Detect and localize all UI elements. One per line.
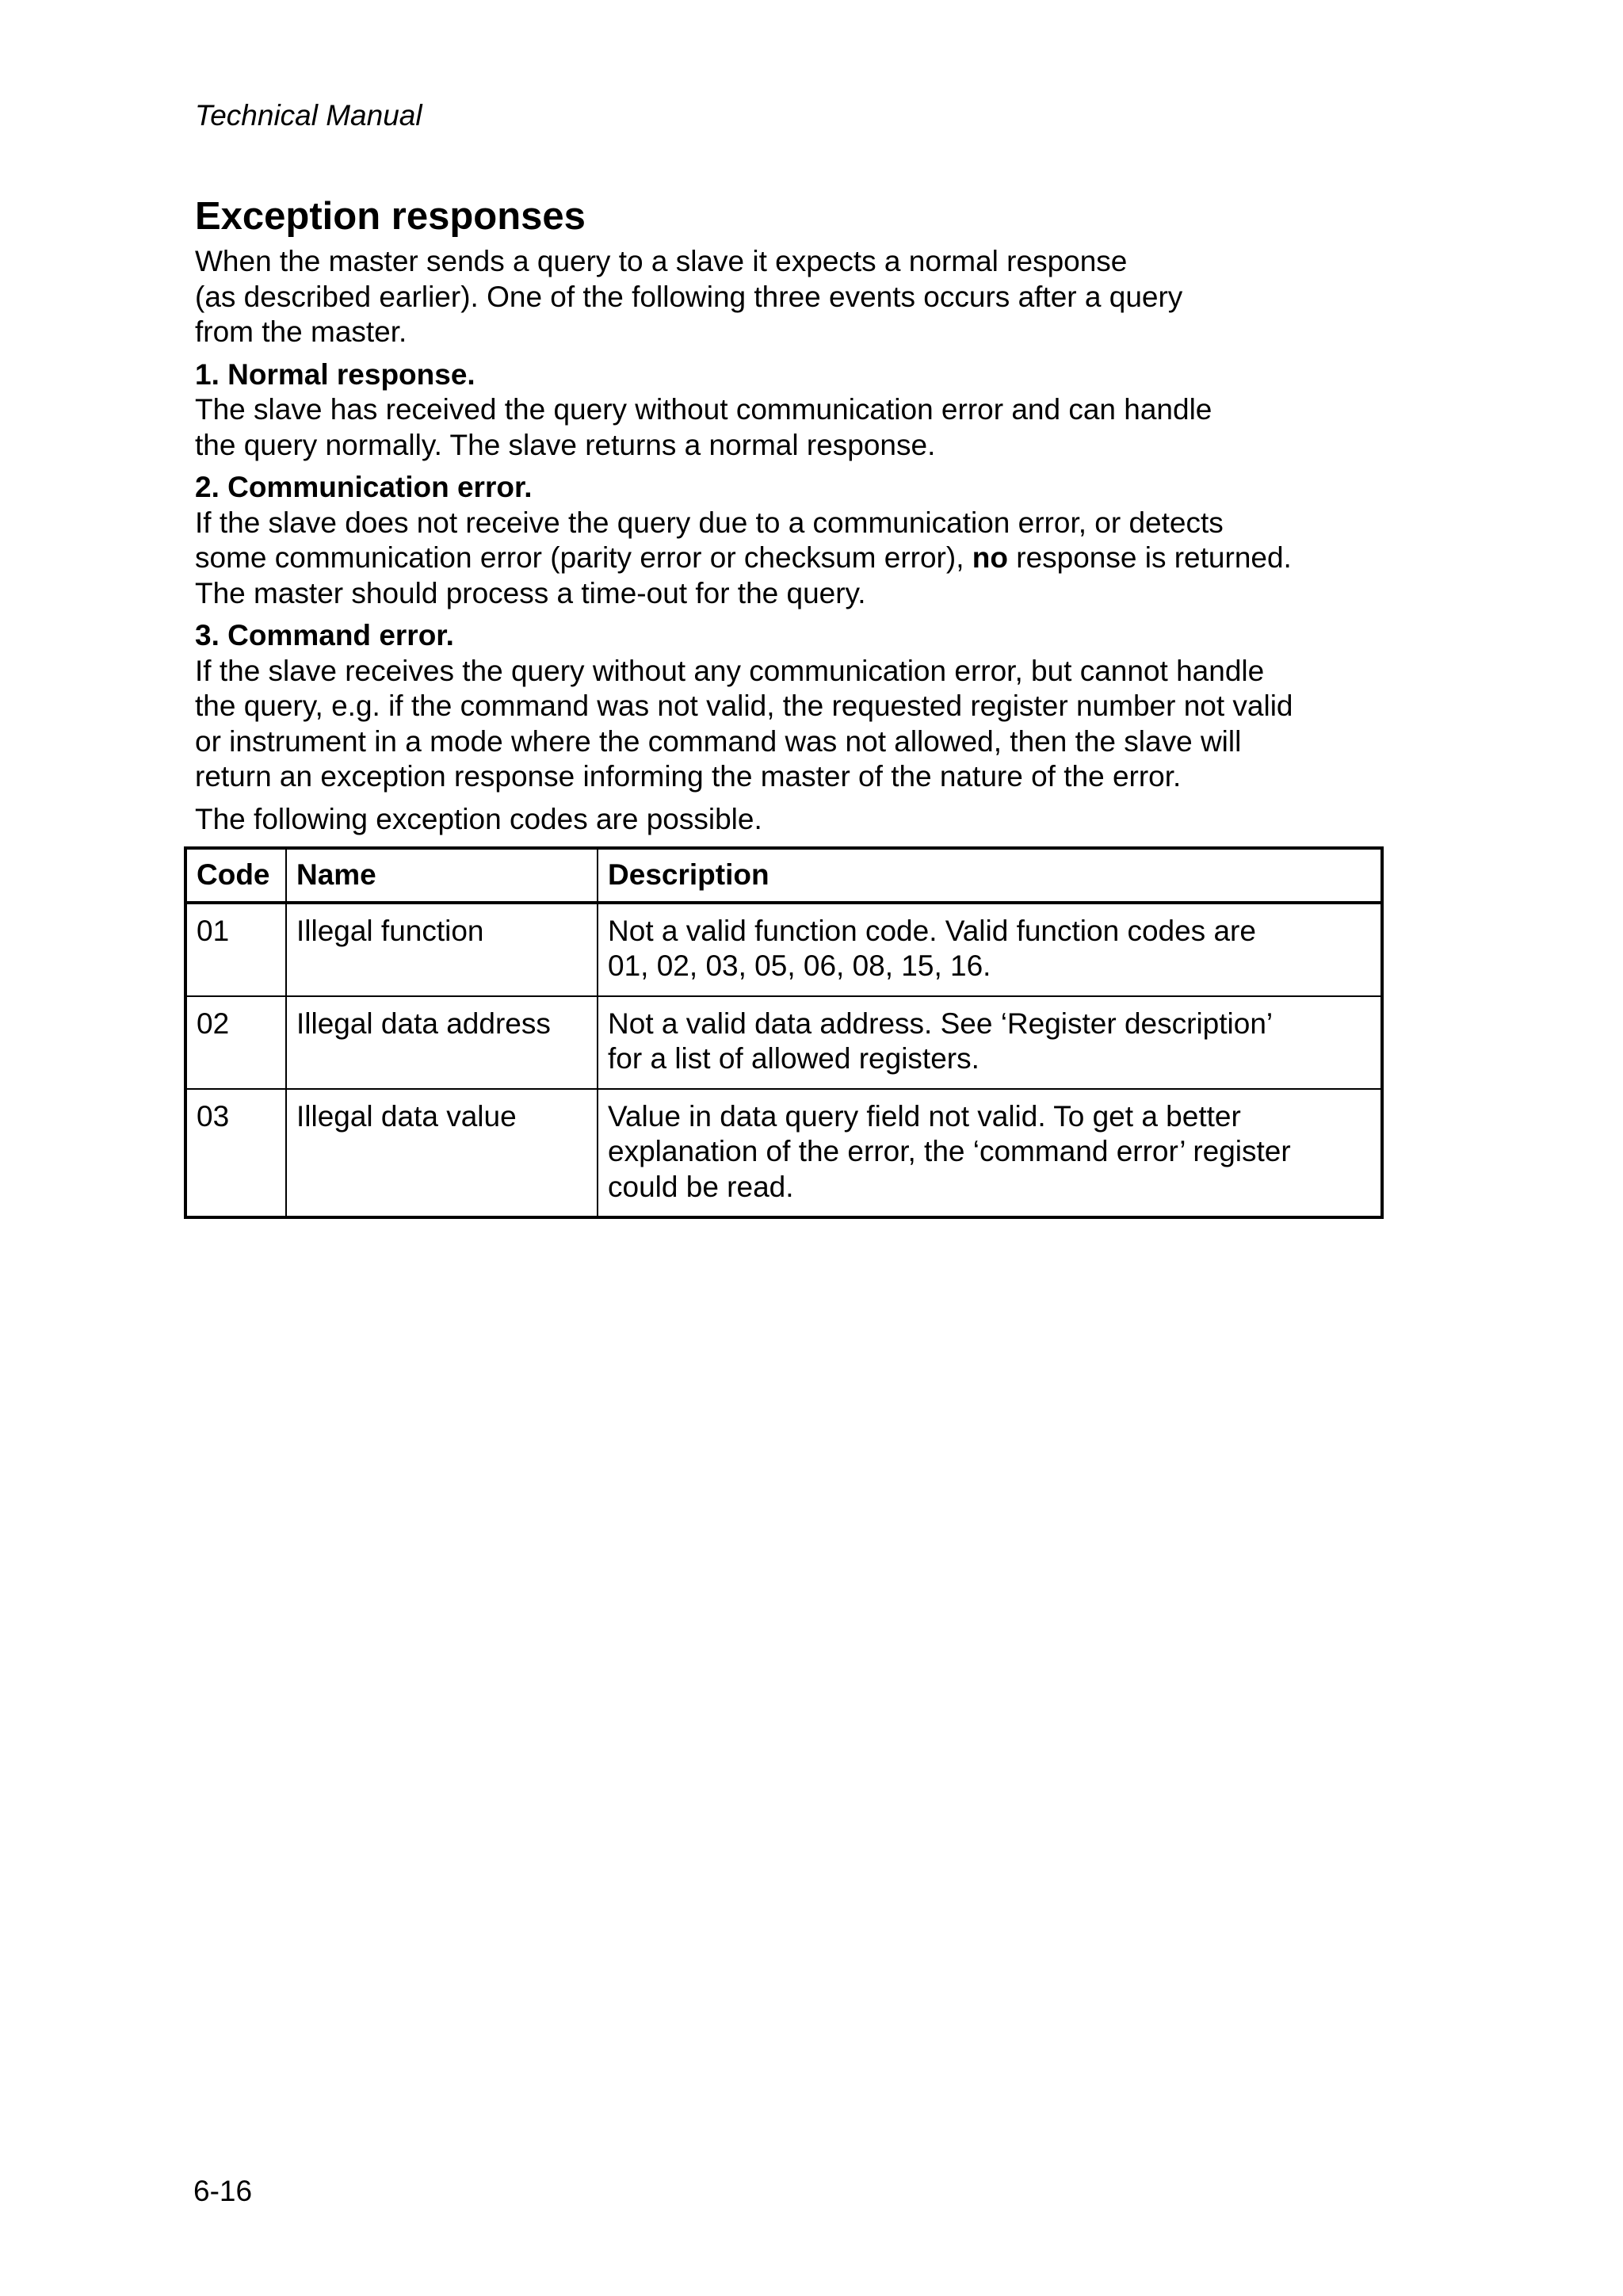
main-content [195, 193, 1384, 837]
column-header-code: Code [185, 848, 286, 903]
column-header-name: Name [286, 848, 598, 903]
section-title: Exception responses [195, 195, 586, 238]
description-line: Value in data query field not valid. To get a better [608, 1099, 1241, 1133]
event-text-normal-response [195, 392, 1384, 463]
table-row [185, 903, 1382, 996]
event-line: the query, e.g. if the command was not valid, the requested register number not valid [195, 690, 1293, 722]
cell-description [598, 1089, 1382, 1218]
cell-code: 01 [185, 903, 286, 996]
description-line: Not a valid data address. See ‘Register description’ [608, 1007, 1274, 1040]
event-line: the query normally. The slave returns a normal response. [195, 428, 936, 461]
event-text-command-error [195, 654, 1384, 795]
cell-description [598, 996, 1382, 1089]
event-text-communication-error [195, 506, 1384, 612]
column-header-description: Description [598, 848, 1382, 903]
intro-line: from the master. [195, 315, 407, 348]
table-row [185, 1089, 1382, 1218]
event-heading-command-error: 3. Command error. [195, 619, 454, 651]
intro-line: (as described earlier). One of the following three events occurs after a query [195, 280, 1183, 313]
intro-line: When the master sends a query to a slave it expects a normal response [195, 245, 1128, 277]
event-line-part: some communication error (parity error or checksum error), [195, 541, 972, 574]
event-line: If the slave does not receive the query due to a communication error, or detects [195, 506, 1224, 539]
event-line: return an exception response informing the master of the nature of the error. [195, 760, 1182, 793]
cell-code: 03 [185, 1089, 286, 1218]
page-number: 6-16 [193, 2175, 253, 2207]
event-line-part: response is returned. [1007, 541, 1292, 574]
intro-paragraph [195, 244, 1384, 350]
cell-name: Illegal function [286, 903, 598, 996]
description-line: for a list of allowed registers. [608, 1042, 980, 1075]
cell-name: Illegal data address [286, 996, 598, 1089]
description-line: could be read. [608, 1170, 794, 1203]
event-line: The master should process a time-out for the query. [195, 576, 866, 609]
description-line: 01, 02, 03, 05, 06, 08, 15, 16. [608, 949, 991, 982]
emphasis-no: no [972, 541, 1008, 574]
event-heading-communication-error: 2. Communication error. [195, 471, 533, 503]
event-line: or instrument in a mode where the command was not allowed, then the slave will [195, 724, 1242, 758]
event-heading-normal-response: 1. Normal response. [195, 357, 475, 391]
table-header-row [185, 848, 1382, 903]
description-line: explanation of the error, the ‘command error’ register [608, 1135, 1291, 1167]
exception-codes-table [184, 846, 1384, 1219]
description-line: Not a valid function code. Valid function codes are [608, 914, 1256, 947]
running-header: Technical Manual [195, 99, 422, 132]
event-line: The slave has received the query without communication error and can handle [195, 393, 1212, 426]
cell-code: 02 [185, 996, 286, 1089]
cell-description [598, 903, 1382, 996]
exception-codes-intro: The following exception codes are possible. [195, 802, 762, 835]
cell-name: Illegal data value [286, 1089, 598, 1218]
table-row [185, 996, 1382, 1089]
event-line: If the slave receives the query without any communication error, but cannot handle [195, 654, 1265, 687]
